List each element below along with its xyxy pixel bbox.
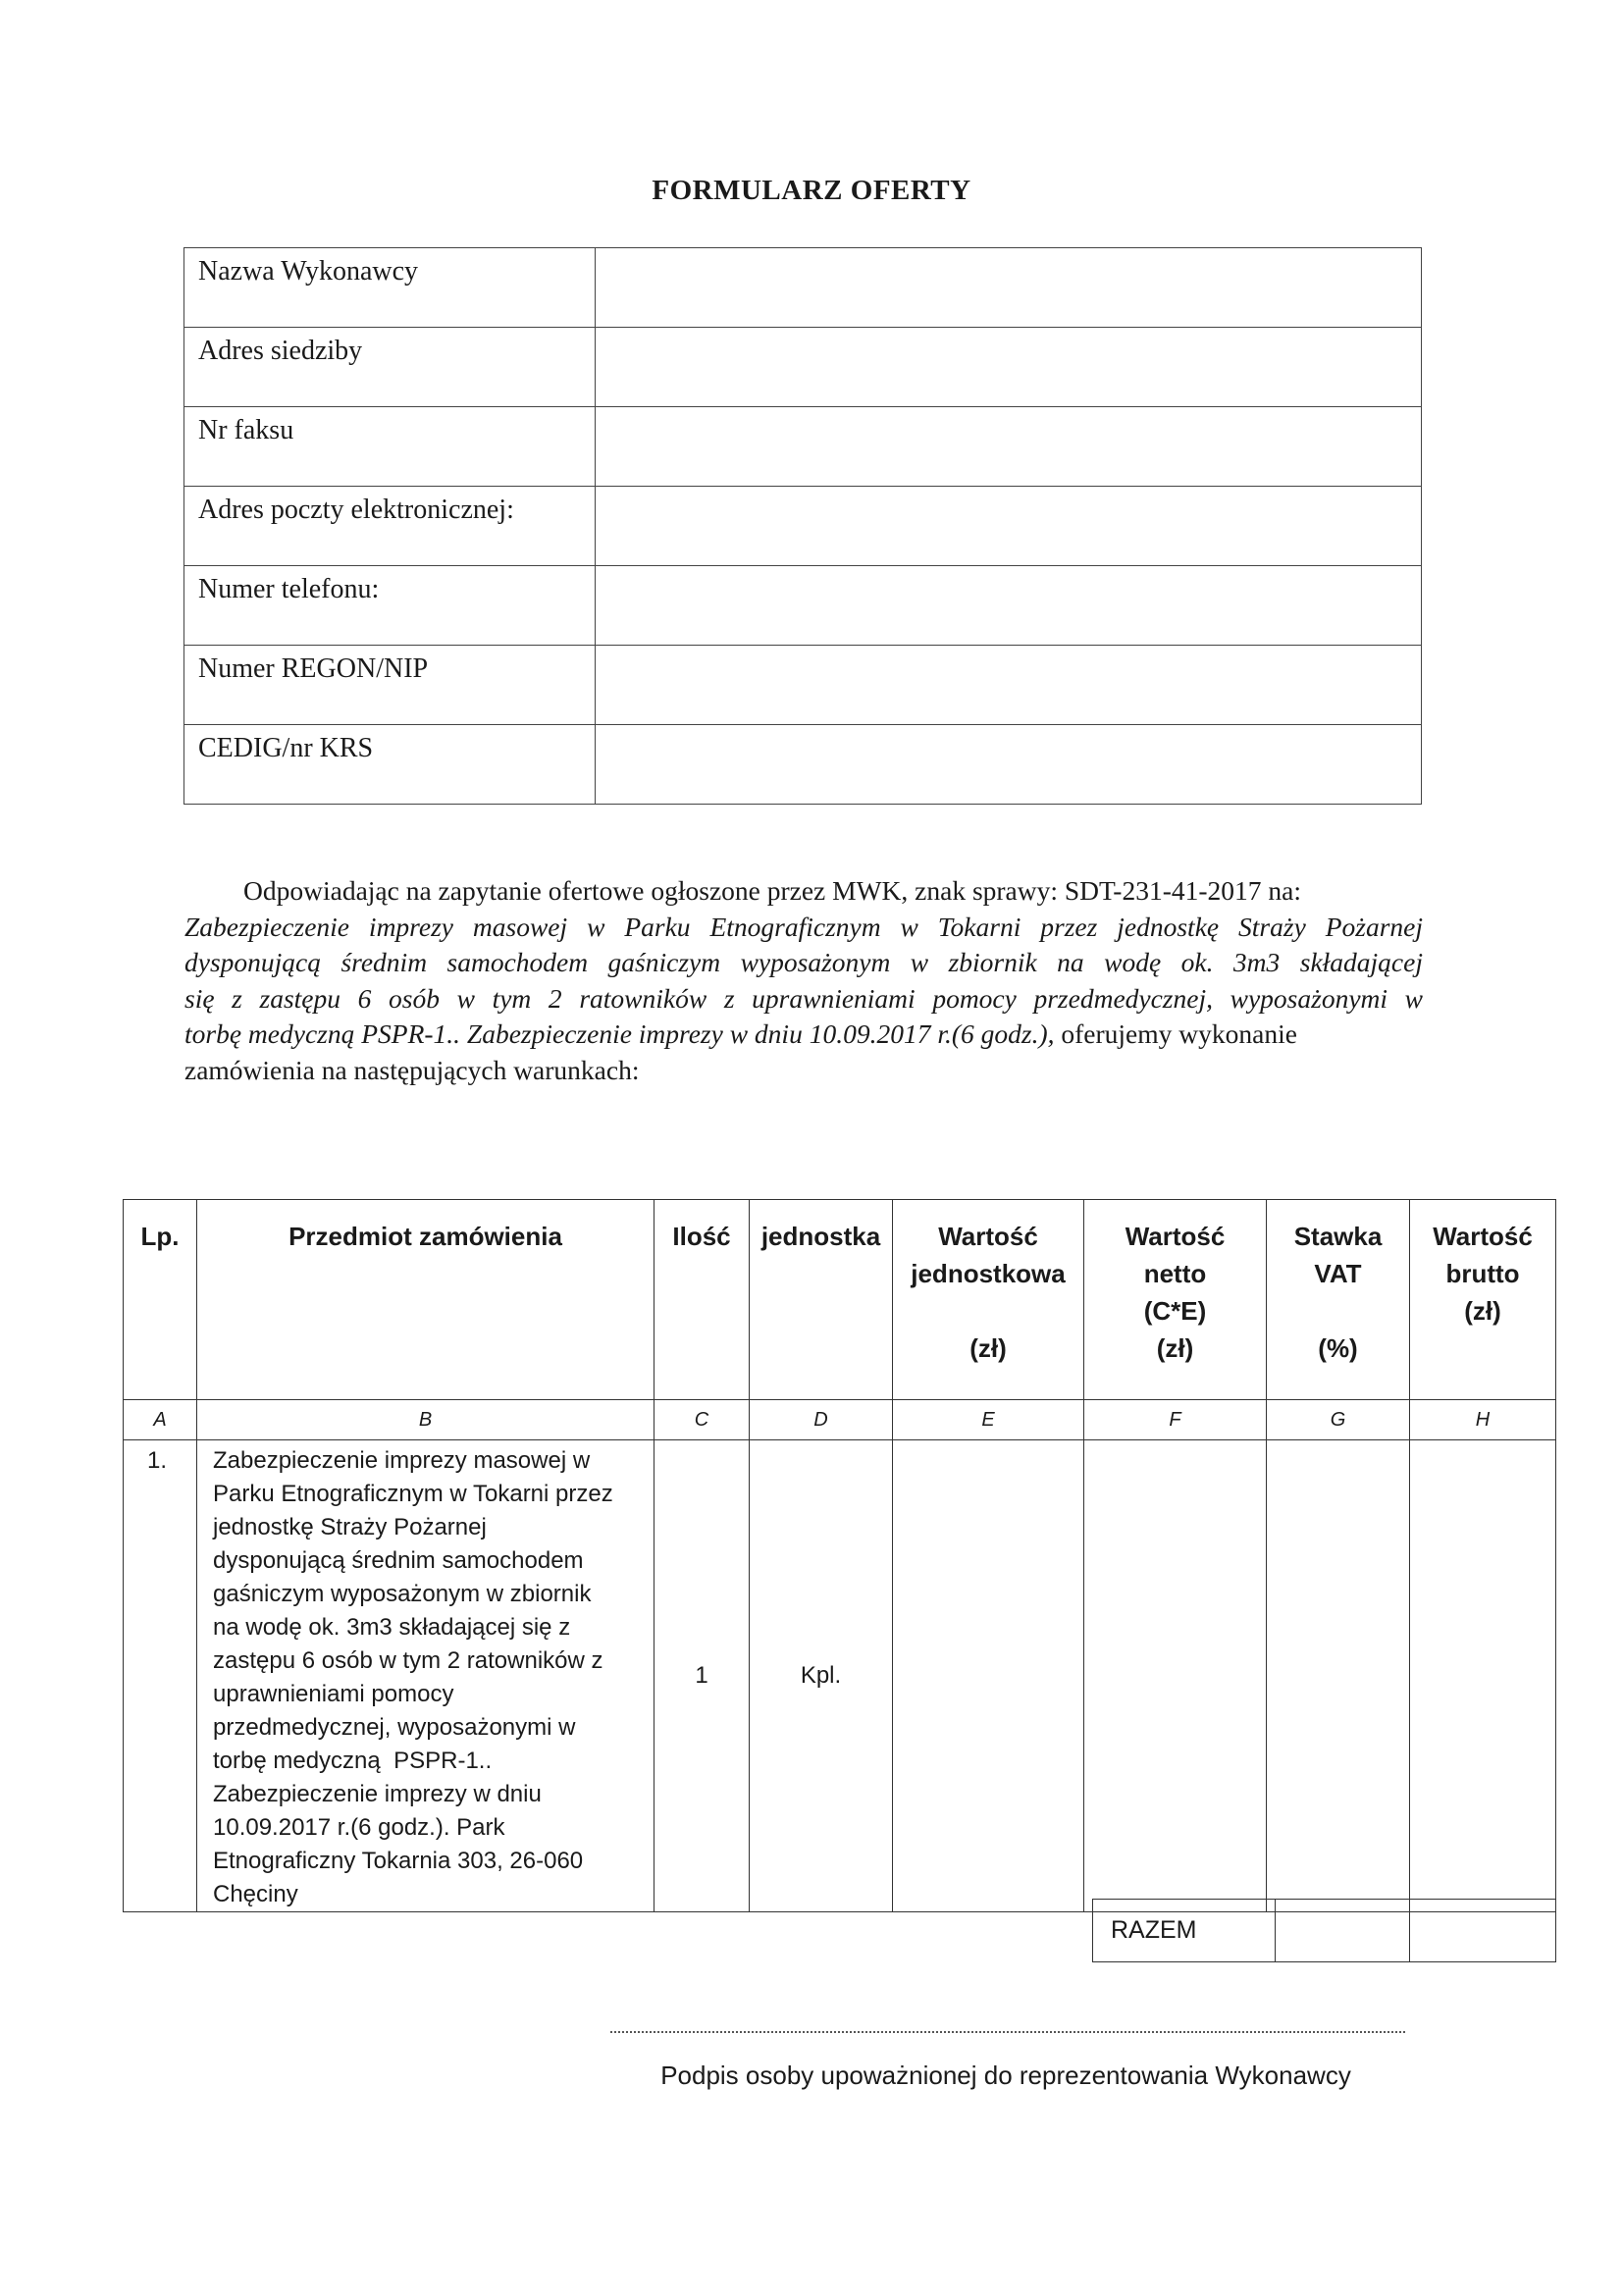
- signature-line: [610, 2031, 1405, 2033]
- signature-label: Podpis osoby upoważnionej do reprezentowania Wykonawcy: [660, 2061, 1351, 2090]
- field-label-fax: Nr faksu: [198, 415, 294, 445]
- contractor-row: [184, 407, 1422, 487]
- total-label: RAZEM: [1093, 1900, 1276, 1962]
- row-unit: Kpl.: [750, 1440, 893, 1912]
- field-value-address[interactable]: [596, 328, 1422, 407]
- field-value-email[interactable]: [596, 487, 1422, 566]
- header-unit: jednostka: [750, 1200, 893, 1400]
- header-net-value: Wartość netto (C*E) (zł): [1084, 1200, 1267, 1400]
- column-letter: E: [893, 1400, 1084, 1440]
- field-label-regon-nip: Numer REGON/NIP: [198, 653, 429, 684]
- header-item: Przedmiot zamówienia: [197, 1200, 654, 1400]
- intro-line: się z zastępu 6 osób w tym 2 ratowników z uprawnieniami pomocy przedmedycznej, wyposażonymi w: [184, 982, 1423, 1014]
- column-letter: G: [1267, 1400, 1410, 1440]
- contractor-row: [184, 328, 1422, 407]
- column-letter-row: [124, 1400, 1556, 1440]
- field-label-name: Nazwa Wykonawcy: [198, 256, 419, 287]
- intro-line: dysponującą średnim samochodem gaśniczym wyposażonym w zbiornik na wodę ok. 3m3 składającej: [184, 947, 1423, 977]
- row-description: Zabezpieczenie imprezy masowej w Parku Etnograficznym w Tokarni przez jednostkę Straży Pożarnej dysponującą średnim samochodem gaśniczym wyposażonym w zbiornik na wodę ok. 3m3 składającej się z zastępu 6 osób w tym 2 ratowników z uprawnieniami pomocy przedmedycznej, wyposażonymi w torbę medyczną PSPR-1.. Zabezpieczenie imprezy w dniu 10.09.2017 r.(6 godz.). Park Etnograficzny Tokarnia 303, 26-060 Chęciny: [197, 1440, 654, 1912]
- header-gross: Wartość brutto (zł): [1410, 1200, 1556, 1400]
- field-label-krs: CEDIG/nr KRS: [198, 733, 374, 763]
- contractor-row: [184, 646, 1422, 725]
- intro-line: torbę medyczną PSPR-1.. Zabezpieczenie imprezy w dniu 10.09.2017 r.(6 godz.), oferujemy wykonanie: [184, 1018, 1297, 1049]
- total-table: [1092, 1899, 1556, 1962]
- table-row: [124, 1440, 1556, 1912]
- document-title: FORMULARZ OFERTY: [652, 175, 971, 206]
- header-lp: Lp.: [124, 1200, 197, 1400]
- column-letter: A: [124, 1400, 197, 1440]
- intro-line: Zabezpieczenie imprezy masowej w Parku Etnograficznym w Tokarni przez jednostkę Straży Pożarnej: [184, 911, 1423, 942]
- contractor-row: [184, 487, 1422, 566]
- header-qty: Ilość: [654, 1200, 750, 1400]
- column-letter: B: [197, 1400, 654, 1440]
- header-vat: Stawka VAT (%): [1267, 1200, 1410, 1400]
- total-row: [1093, 1900, 1556, 1962]
- field-value-regon-nip[interactable]: [596, 646, 1422, 725]
- column-letter: F: [1084, 1400, 1267, 1440]
- contractor-row: [184, 566, 1422, 646]
- total-vat-cell[interactable]: [1276, 1900, 1410, 1962]
- field-value-phone[interactable]: [596, 566, 1422, 646]
- order-table: [123, 1199, 1556, 1912]
- column-letter: C: [654, 1400, 750, 1440]
- field-value-name[interactable]: [596, 248, 1422, 328]
- row-unit-value-cell[interactable]: [893, 1440, 1084, 1912]
- total-gross-cell[interactable]: [1410, 1900, 1556, 1962]
- row-vat-cell[interactable]: [1267, 1440, 1410, 1912]
- intro-paragraph: [184, 873, 1423, 1088]
- field-label-address: Adres siedziby: [198, 336, 363, 366]
- header-unit-value: Wartość jednostkowa (zł): [893, 1200, 1084, 1400]
- row-gross-cell[interactable]: [1410, 1440, 1556, 1912]
- contractor-row: [184, 725, 1422, 805]
- intro-line: Odpowiadając na zapytanie ofertowe ogłoszone przez MWK, znak sprawy: SDT-231-41-2017 na:: [243, 875, 1302, 906]
- column-letter: H: [1410, 1400, 1556, 1440]
- contractor-info-table: [183, 247, 1422, 805]
- column-letter: D: [750, 1400, 893, 1440]
- field-value-krs[interactable]: [596, 725, 1422, 805]
- row-qty: 1: [654, 1440, 750, 1912]
- order-header-row: [124, 1200, 1556, 1400]
- field-value-fax[interactable]: [596, 407, 1422, 487]
- field-label-phone: Numer telefonu:: [198, 574, 380, 604]
- intro-line: zamówienia na następujących warunkach:: [184, 1054, 640, 1085]
- row-net-value-cell[interactable]: [1084, 1440, 1267, 1912]
- contractor-row: [184, 248, 1422, 328]
- field-label-email: Adres poczty elektronicznej:: [198, 495, 514, 525]
- row-lp: 1.: [124, 1440, 197, 1912]
